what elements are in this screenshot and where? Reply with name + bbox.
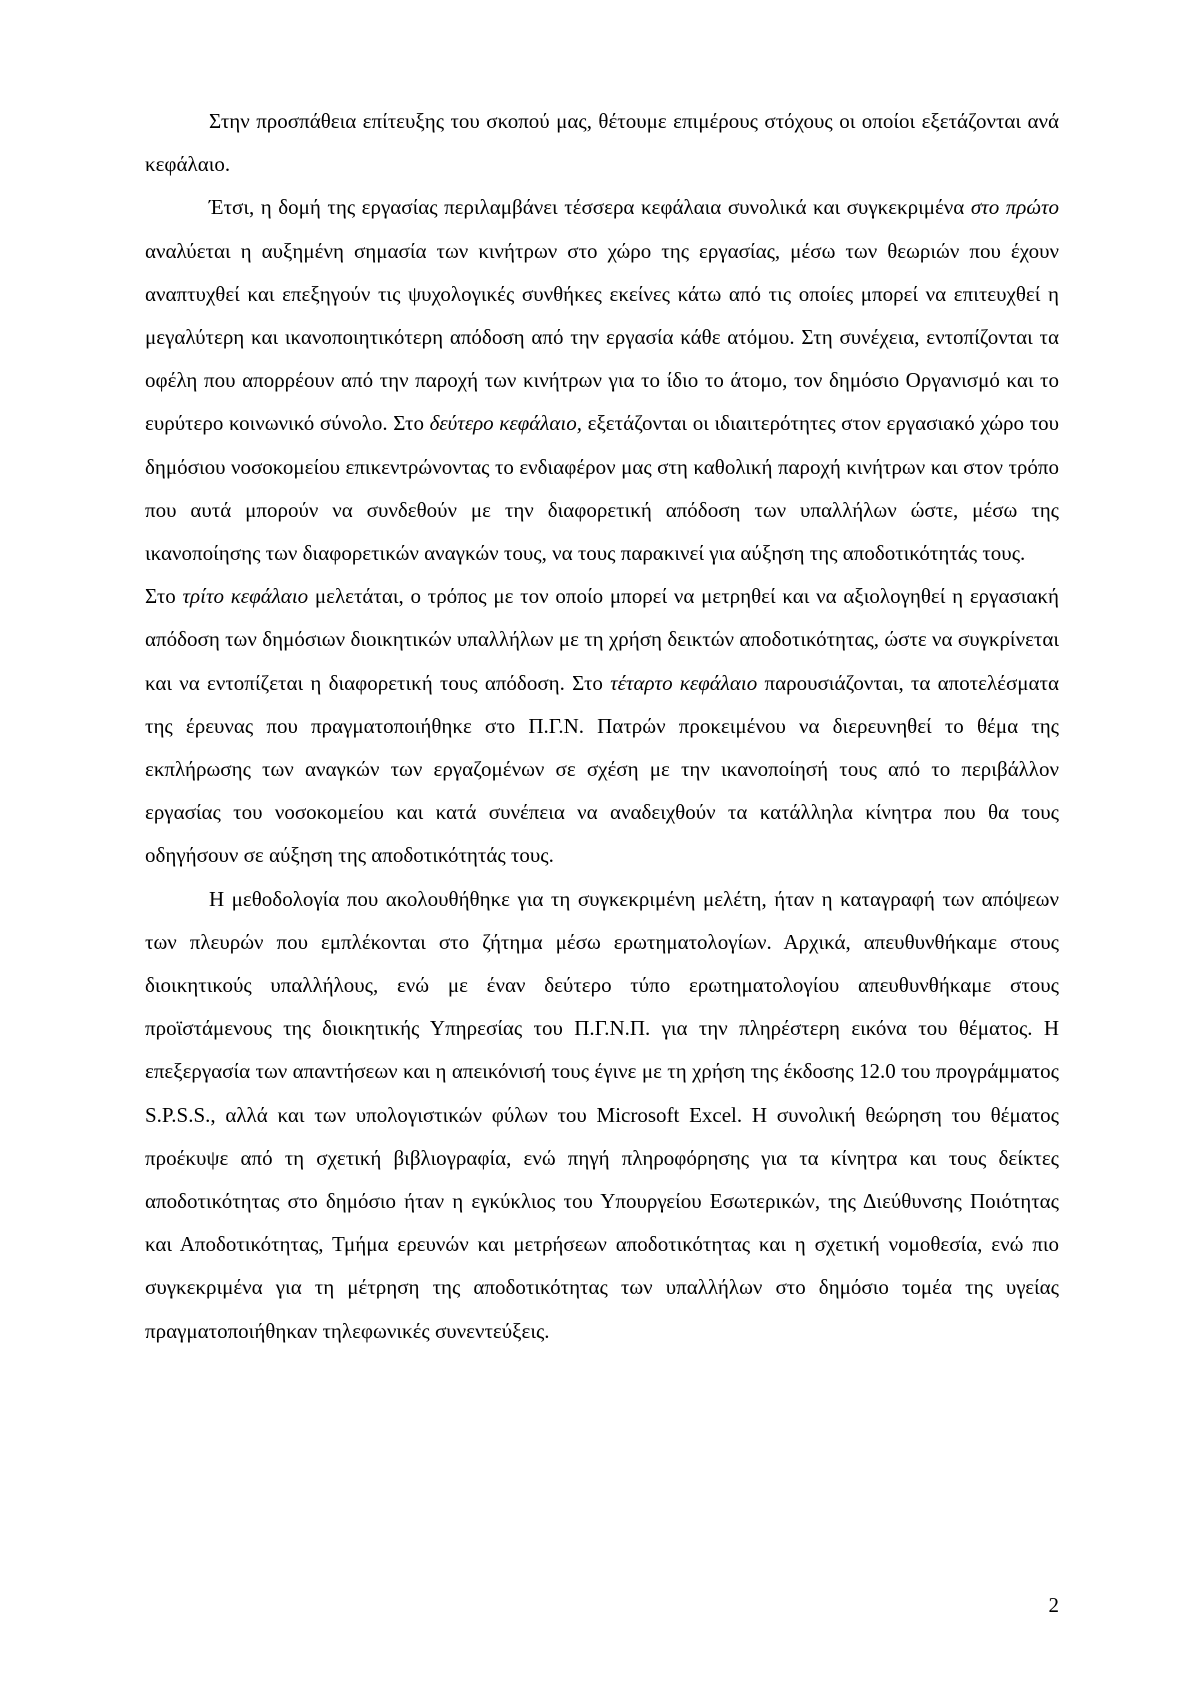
text-segment: εξετάζονται οι ιδιαιτερότητες στον εργασιακό χώρο του δημόσιου νοσοκομείου επικεντρώνοντας το ενδιαφέρον μας στη καθολική παροχή κινήτρων και στον τρόπο που αυτά μπορούν να συνδεθούν με την διαφορετική απόδοση των υπαλλήλων ώστε, μέσω της ικανοποίησης των διαφορετικών αναγκών τους, να τους παρακινεί για αύξηση της αποδοτικότητάς τους. [145, 411, 1059, 566]
page-number: 2 [1048, 1593, 1059, 1617]
text-segment: αναλύεται η αυξημένη σημασία των κινήτρων στο χώρο της εργασίας, μέσω των θεωριών που έχουν αναπτυχθεί και επεξηγούν τις ψυχολογικές συνθήκες εκείνες κάτω από τις οποίες μπορεί να επιτευχθεί η μεγαλύτερη και ικανοποιητικότερη απόδοση από την εργασία κάθε ατόμου. Στη συνέχεια, εντοπίζονται τα οφέλη που απορρέουν από την παροχή των κινήτρων για το ίδιο το άτομο, τον δημόσιο Οργανισμό και το ευρύτερο κοινωνικό σύνολο. Στο [145, 238, 1059, 436]
paragraph [145, 186, 1059, 575]
text-segment: Στην προσπάθεια επίτευξης του σκοπού μας, θέτουμε επιμέρους στόχους οι οποίοι εξετάζονται ανά κεφάλαιο. [145, 109, 1059, 177]
paragraph [145, 575, 1059, 877]
text-segment: Η μεθοδολογία που ακολουθήθηκε για τη συγκεκριμένη μελέτη, ήταν η καταγραφή των απόψεων των πλευρών που εμπλέκονται στο ζήτημα μέσω ερωτηματολογίων. Αρχικά, απευθυνθήκαμε στους διοικητικούς υπαλλήλους, ενώ με έναν δεύτερο τύπο ερωτηματολογίου απευθυνθήκαμε στους προϊστάμενους της διοικητικής Υπηρεσίας του Π.Γ.Ν.Π. για την πληρέστερη εικόνα του θέματος. Η επεξεργασία των απαντήσεων και η απεικόνισή τους έγινε με τη χρήση της έκδοσης 12.0 του προγράμματος S.P.S.S., αλλά και των υπολογιστικών φύλων του Microsoft Excel. Η συνολική θεώρηση του θέματος προέκυψε από τη σχετική βιβλιογραφία, ενώ πηγή πληροφόρησης για τα κίνητρα και τους δείκτες αποδοτικότητας στο δημόσιο ήταν η εγκύκλιος του Υπουργείου Εσωτερικών, της Διεύθυνσης Ποιότητας και Αποδοτικότητας, Τμήμα ερευνών και μετρήσεων αποδοτικότητας και η σχετική νομοθεσία, ενώ πιο συγκεκριμένα για τη μέτρηση της αποδοτικότητας των υπαλλήλων στο δημόσιο τομέα της υγείας πραγματοποιήθηκαν τηλεφωνικές συνεντεύξεις. [145, 886, 1059, 1343]
paragraph [145, 100, 1059, 186]
text-segment: μελετάται, ο τρόπος με τον οποίο μπορεί να μετρηθεί και να αξιολογηθεί η εργασιακή απόδοση των δημόσιων διοικητικών υπαλλήλων με τη χρήση δεικτών αποδοτικότητας, ώστε να συγκρίνεται και να εντοπίζεται η διαφορετική τους απόδοση. Στο [145, 584, 1059, 695]
italic-text-segment: δεύτερο κεφάλαιο, [429, 411, 582, 436]
body-text [145, 100, 1059, 1353]
italic-text-segment: τρίτο κεφάλαιο [182, 584, 309, 609]
text-segment: παρουσιάζονται, τα αποτελέσματα της έρευνας που πραγματοποιήθηκε στο Π.Γ.Ν. Πατρών προκειμένου να διερευνηθεί το θέμα της εκπλήρωσης των αναγκών των εργαζομένων σε σχέση με την ικανοποίησή τους από το περιβάλλον εργασίας του νοσοκομείου και κατά συνέπεια να αναδειχθούν τα κατάλληλα κίνητρα που θα τους οδηγήσουν σε αύξηση της αποδοτικότητάς τους. [145, 670, 1059, 868]
text-segment: Στο [145, 584, 183, 609]
text-segment: Έτσι, η δομή της εργασίας περιλαμβάνει τέσσερα κεφάλαια συνολικά και συγκεκριμένα [209, 195, 971, 220]
paragraph [145, 878, 1059, 1353]
italic-text-segment: στο πρώτο [970, 195, 1059, 220]
italic-text-segment: τέταρτο κεφάλαιο [610, 670, 758, 695]
